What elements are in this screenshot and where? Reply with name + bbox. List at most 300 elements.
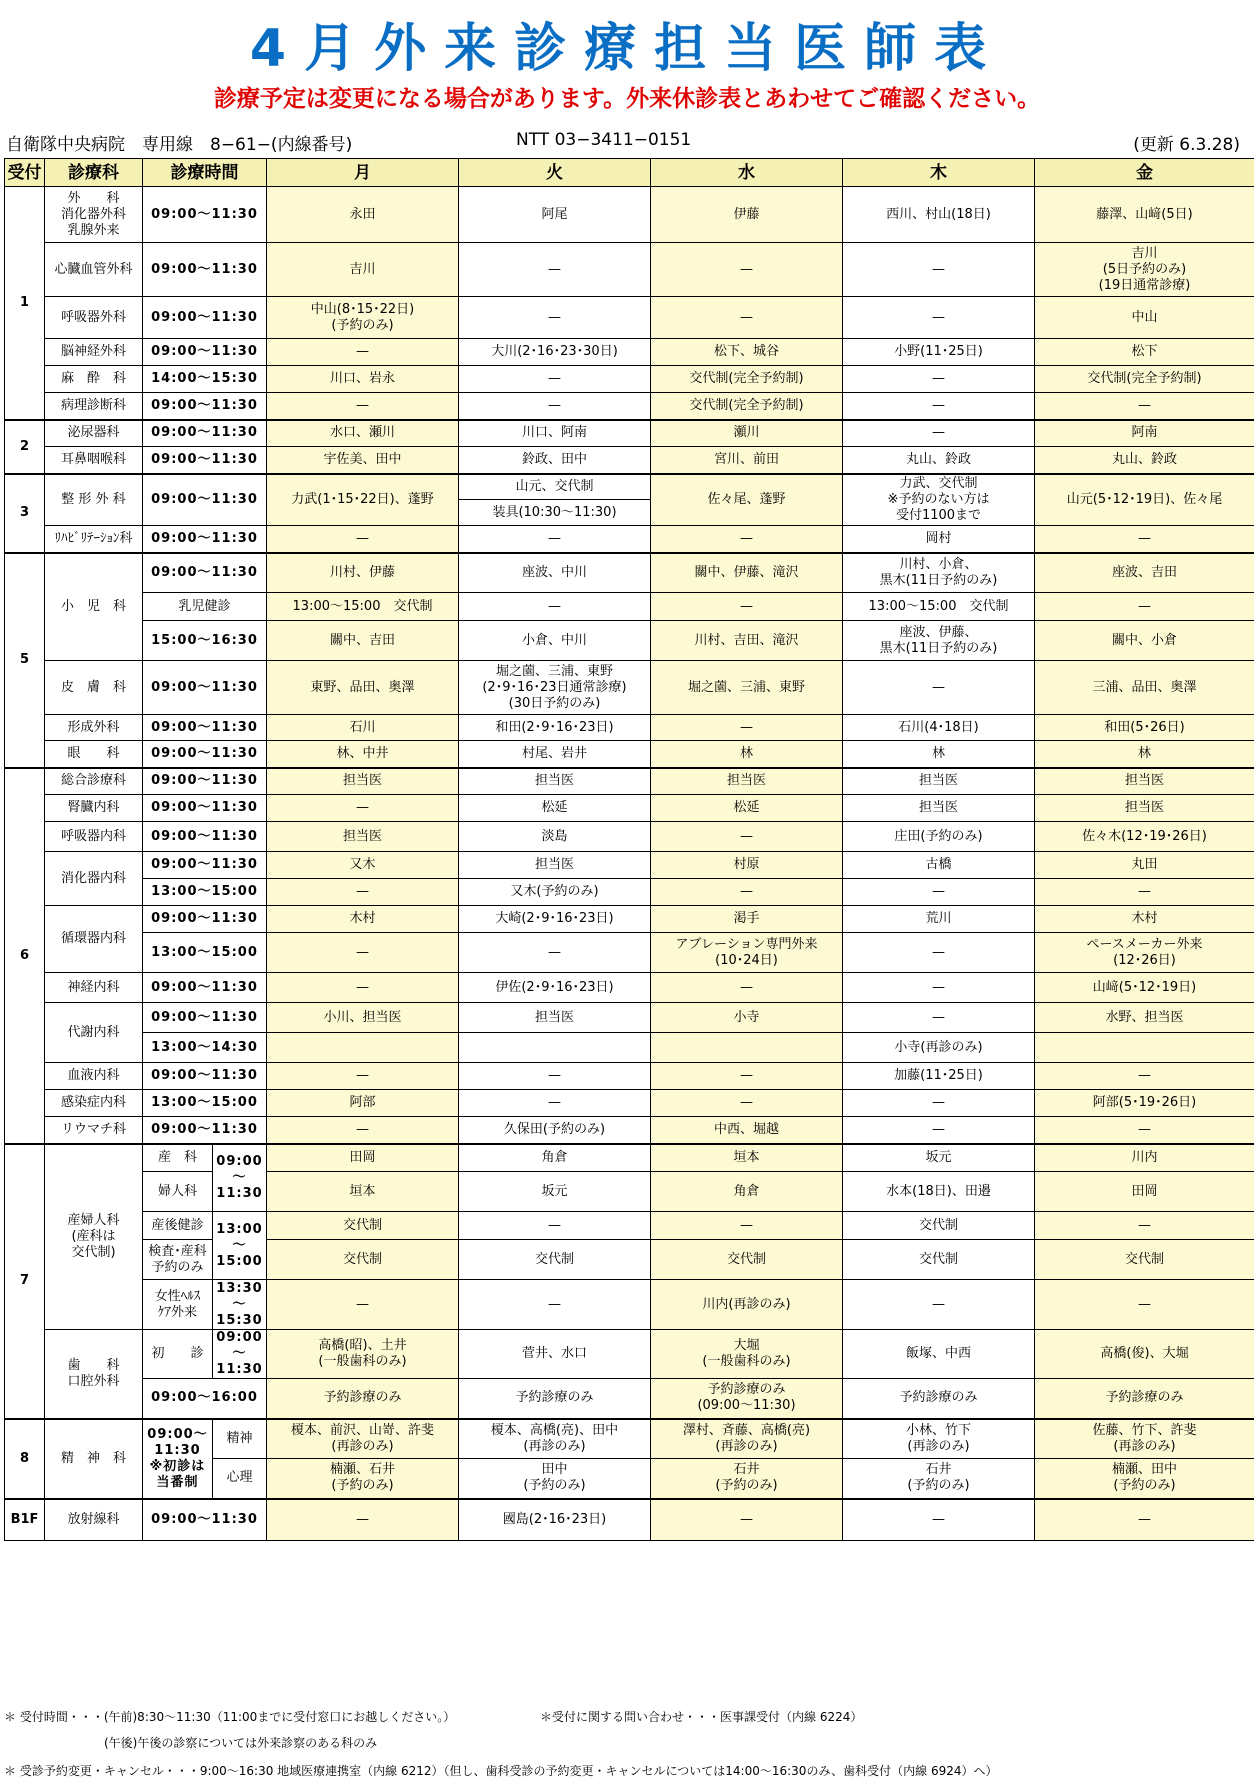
tue-cell: 大崎(2･9･16･23日): [459, 906, 651, 933]
thu-cell: —: [843, 420, 1035, 447]
thu-cell: 座波、伊藤、 黒木(11日予約のみ): [843, 621, 1035, 661]
mon-cell: —: [267, 1499, 459, 1541]
hours: 09:00〜16:00: [143, 1379, 267, 1419]
thu-cell: 小野(11･25日): [843, 339, 1035, 366]
thu-cell: 林: [843, 741, 1035, 768]
mon-cell: 阿部: [267, 1090, 459, 1117]
thu-cell: 石井 (予約のみ): [843, 1459, 1035, 1499]
mon-cell: —: [267, 1280, 459, 1330]
hours: 09:00 〜 11:30: [213, 1330, 267, 1379]
hours: 09:00〜11:30: [143, 715, 267, 741]
mon-cell: 担当医: [267, 768, 459, 795]
tue-cell: 松延: [459, 795, 651, 822]
department-name: 循環器内科: [45, 906, 143, 973]
wed-cell: アブレーション専門外来 (10･24日): [651, 933, 843, 973]
department-name: 腎臓内科: [45, 795, 143, 822]
table-row: [5, 339, 1254, 366]
hours: 09:00〜11:30: [143, 973, 267, 1003]
wed-cell: 交代制(完全予約制): [651, 393, 843, 420]
tue-cell: —: [459, 593, 651, 621]
wed-cell: —: [651, 715, 843, 741]
reception-number: 7: [5, 1144, 45, 1419]
department-name: ﾘﾊﾋﾞﾘﾃｰｼｮﾝ科: [45, 526, 143, 553]
fri-cell: —: [1035, 1063, 1254, 1090]
hours: 09:00〜11:30: [143, 1117, 267, 1144]
table-row: [5, 1240, 1254, 1280]
header-monday: 月: [267, 159, 459, 187]
tue-cell: 角倉: [459, 1144, 651, 1172]
hours: 13:00〜15:00: [143, 879, 267, 906]
tue-cell: —: [459, 243, 651, 297]
notice-subtitle: 診療予定は変更になる場合があります。外来休診表とあわせてご確認ください。: [213, 86, 1041, 112]
header-tuesday: 火: [459, 159, 651, 187]
wed-cell: 渇手: [651, 906, 843, 933]
wed-cell: 林: [651, 741, 843, 768]
sub-department: 婦人科: [143, 1172, 213, 1212]
tue-cell: [459, 1033, 651, 1063]
hours: 09:00〜11:30: [143, 474, 267, 526]
wed-cell: 交代制: [651, 1240, 843, 1280]
department-name: 呼吸器外科: [45, 297, 143, 339]
reception-number: 5: [5, 553, 45, 768]
department-name: 整 形 外 科: [45, 474, 143, 526]
thu-cell: —: [843, 661, 1035, 715]
wed-cell: —: [651, 973, 843, 1003]
sub-department: 産後健診: [143, 1212, 213, 1240]
footer-inquiry: ＊受付に関する問い合わせ・・・医事課受付（内線 6224）: [540, 1710, 863, 1724]
mon-cell: 林、中井: [267, 741, 459, 768]
department-name: 泌尿器科: [45, 420, 143, 447]
thu-cell: 丸山、鈴政: [843, 447, 1035, 474]
hours: 09:00 〜 11:30: [213, 1144, 267, 1212]
fri-cell: 阿部(5･19･26日): [1035, 1090, 1254, 1117]
tue-cell: —: [459, 393, 651, 420]
hours: 09:00〜11:30: [143, 852, 267, 879]
fri-cell: 座波、吉田: [1035, 553, 1254, 593]
thu-cell: 加藤(11･25日): [843, 1063, 1035, 1090]
wed-cell: —: [651, 1499, 843, 1541]
tue-cell: —: [459, 1280, 651, 1330]
wed-cell: —: [651, 593, 843, 621]
table-row: [5, 593, 1254, 621]
hospital-line: 自衛隊中央病院 専用線 8−61−(内線番号): [6, 135, 353, 155]
fri-cell: —: [1035, 1499, 1254, 1541]
table-row: [5, 661, 1254, 715]
table-row: [5, 187, 1254, 243]
mon-cell: —: [267, 933, 459, 973]
wed-cell: 松下、城谷: [651, 339, 843, 366]
wed-cell: —: [651, 1212, 843, 1240]
thu-cell: 石川(4･18日): [843, 715, 1035, 741]
table-row: [5, 553, 1254, 593]
thu-cell: 飯塚、中西: [843, 1330, 1035, 1379]
department-name: 呼吸器内科: [45, 822, 143, 852]
hours: 13:00〜14:30: [143, 1033, 267, 1063]
department-name: 感染症内科: [45, 1090, 143, 1117]
fri-cell: 川内: [1035, 1144, 1254, 1172]
mon-cell: [267, 1033, 459, 1063]
table-row: [5, 1003, 1254, 1033]
mon-cell: 力武(1･15･22日)、蓬野: [267, 474, 459, 526]
department-name: 外 科 消化器外科 乳腺外来: [45, 187, 143, 243]
tue-cell-orthotics: 装具(10:30〜11:30): [459, 500, 651, 526]
wed-cell: 垣本: [651, 1144, 843, 1172]
table-row: [5, 973, 1254, 1003]
department-name: 消化器内科: [45, 852, 143, 906]
mon-cell: —: [267, 339, 459, 366]
tue-cell: 阿尾: [459, 187, 651, 243]
hours: 乳児健診: [143, 593, 267, 621]
hours: 09:00〜11:30: [143, 187, 267, 243]
fri-cell: 丸田: [1035, 852, 1254, 879]
table-row: [5, 852, 1254, 879]
table-row: [5, 1033, 1254, 1063]
fri-cell: 丸山、鈴政: [1035, 447, 1254, 474]
footer-afternoon: (午後)午後の診察については外来診察のある科のみ: [104, 1736, 378, 1750]
table-row: [5, 795, 1254, 822]
tue-cell: 担当医: [459, 852, 651, 879]
mon-cell: 關中、吉田: [267, 621, 459, 661]
fri-cell: 關中、小倉: [1035, 621, 1254, 661]
footer-cancellation: ＊ 受診予約変更・キャンセル・・・9:00〜16:30 地域医療連携室（内線 6212）（但し、歯科受診の予約変更・キャンセルについては14:00〜16:30のみ、歯科受付（内線 6924）へ）: [4, 1764, 998, 1778]
mon-cell: 水口、瀬川: [267, 420, 459, 447]
tue-cell: 交代制: [459, 1240, 651, 1280]
hours: 09:00〜11:30: [143, 393, 267, 420]
thu-cell: 荒川: [843, 906, 1035, 933]
department-name: 脳神経外科: [45, 339, 143, 366]
mon-cell: 交代制: [267, 1212, 459, 1240]
wed-cell: 予約診療のみ (09:00〜11:30): [651, 1379, 843, 1419]
hours: 13:00 〜 15:00: [213, 1212, 267, 1280]
hours: 09:00〜11:30: [143, 795, 267, 822]
fri-cell: 阿南: [1035, 420, 1254, 447]
fri-cell: ペースメーカー外来 (12･26日): [1035, 933, 1254, 973]
fri-cell: [1035, 1033, 1254, 1063]
hours: 09:00〜11:30: [143, 906, 267, 933]
sub-department: 心理: [213, 1459, 267, 1499]
fri-cell: 高橋(俊)、大堀: [1035, 1330, 1254, 1379]
mon-cell: 石川: [267, 715, 459, 741]
mon-cell: 中山(8･15･22日) (予約のみ): [267, 297, 459, 339]
thu-cell: —: [843, 933, 1035, 973]
mon-cell: 宇佐美、田中: [267, 447, 459, 474]
tue-cell: —: [459, 1212, 651, 1240]
wed-cell: 堀之薗、三浦、東野: [651, 661, 843, 715]
fri-cell: 藤澤、山﨑(5日): [1035, 187, 1254, 243]
update-date: (更新 6.3.28): [1133, 135, 1240, 155]
hours: 09:00〜11:30: [143, 1003, 267, 1033]
thu-cell: 古橋: [843, 852, 1035, 879]
schedule-table: [4, 158, 1254, 1541]
hours: 14:00〜15:30: [143, 366, 267, 393]
tue-cell: 淡島: [459, 822, 651, 852]
hours: 09:00〜11:30: [143, 661, 267, 715]
fri-cell: 山元(5･12･19日)、佐々尾: [1035, 474, 1254, 526]
hours: 09:00〜11:30: [143, 243, 267, 297]
thu-cell: 交代制: [843, 1240, 1035, 1280]
department-name: 小 児 科: [45, 553, 143, 661]
department-name: 病理診断科: [45, 393, 143, 420]
department-name: 歯 科 口腔外科: [45, 1330, 143, 1419]
fri-cell: 中山: [1035, 297, 1254, 339]
wed-cell: 担当医: [651, 768, 843, 795]
fri-cell: 和田(5･26日): [1035, 715, 1254, 741]
mon-cell: 吉川: [267, 243, 459, 297]
mon-cell: 永田: [267, 187, 459, 243]
wed-cell: 瀬川: [651, 420, 843, 447]
table-row: [5, 1330, 1254, 1379]
tue-cell: —: [459, 297, 651, 339]
table-row: [5, 393, 1254, 420]
info-bar: [6, 130, 1246, 156]
thu-cell: 担当医: [843, 795, 1035, 822]
mon-cell: 木村: [267, 906, 459, 933]
mon-cell: 楠瀬、石井 (予約のみ): [267, 1459, 459, 1499]
mon-cell: —: [267, 1063, 459, 1090]
department-name: 心臓血管外科: [45, 243, 143, 297]
wed-cell: 宮川、前田: [651, 447, 843, 474]
table-row: [5, 474, 1254, 500]
tue-cell: 坂元: [459, 1172, 651, 1212]
wed-cell: 村原: [651, 852, 843, 879]
wed-cell: 伊藤: [651, 187, 843, 243]
fri-cell: —: [1035, 1280, 1254, 1330]
hours: 09:00〜11:30: [143, 447, 267, 474]
mon-cell: —: [267, 526, 459, 553]
department-name: 麻 酔 科: [45, 366, 143, 393]
mon-cell: 13:00〜15:00 交代制: [267, 593, 459, 621]
tue-cell: 久保田(予約のみ): [459, 1117, 651, 1144]
hours: 09:00〜11:30: [143, 526, 267, 553]
fri-cell: 佐藤、竹下、許斐 (再診のみ): [1035, 1419, 1254, 1459]
wed-cell: 澤村、斉藤、高橋(亮) (再診のみ): [651, 1419, 843, 1459]
fri-cell: 担当医: [1035, 795, 1254, 822]
hours: 09:00〜11:30: [143, 553, 267, 593]
table-row: [5, 1212, 1254, 1240]
thu-cell: 13:00〜15:00 交代制: [843, 593, 1035, 621]
page-title: 4月外来診療担当医師表: [249, 19, 1005, 79]
mon-cell: 又木: [267, 852, 459, 879]
tue-cell: 國島(2･16･23日): [459, 1499, 651, 1541]
header-friday: 金: [1035, 159, 1254, 187]
hours: 09:00〜11:30: [143, 768, 267, 795]
table-row: [5, 1117, 1254, 1144]
table-row: [5, 1379, 1254, 1419]
thu-cell: 小寺(再診のみ): [843, 1033, 1035, 1063]
mon-cell: —: [267, 393, 459, 420]
mon-cell: 田岡: [267, 1144, 459, 1172]
wed-cell: 松延: [651, 795, 843, 822]
wed-cell: 關中、伊藤、滝沢: [651, 553, 843, 593]
thu-cell: —: [843, 393, 1035, 420]
department-name: 耳鼻咽喉科: [45, 447, 143, 474]
thu-cell: 庄田(予約のみ): [843, 822, 1035, 852]
fri-cell: 担当医: [1035, 768, 1254, 795]
thu-cell: —: [843, 1499, 1035, 1541]
department-name: 精 神 科: [45, 1419, 143, 1499]
department-name: 産婦人科 (産科は 交代制): [45, 1144, 143, 1330]
department-name: リウマチ科: [45, 1117, 143, 1144]
fri-cell: 林: [1035, 741, 1254, 768]
thu-cell: 坂元: [843, 1144, 1035, 1172]
tue-cell: 担当医: [459, 1003, 651, 1033]
table-row: [5, 420, 1254, 447]
thu-cell: 西川、村山(18日): [843, 187, 1035, 243]
fri-cell: 水野、担当医: [1035, 1003, 1254, 1033]
wed-cell: —: [651, 297, 843, 339]
fri-cell: —: [1035, 393, 1254, 420]
tue-cell: 大川(2･16･23･30日): [459, 339, 651, 366]
reception-number: 2: [5, 420, 45, 474]
mon-cell: 東野、品田、奥澤: [267, 661, 459, 715]
wed-cell: 中西、堀越: [651, 1117, 843, 1144]
mon-cell: 榎本、前沢、山嵜、許斐 (再診のみ): [267, 1419, 459, 1459]
fri-cell: 吉川 (5日予約のみ) (19日通常診療): [1035, 243, 1254, 297]
thu-cell: 予約診療のみ: [843, 1379, 1035, 1419]
mon-cell: 予約診療のみ: [267, 1379, 459, 1419]
fri-cell: 山﨑(5･12･19日): [1035, 973, 1254, 1003]
wed-cell: [651, 1033, 843, 1063]
wed-cell: —: [651, 526, 843, 553]
fri-cell: 予約診療のみ: [1035, 1379, 1254, 1419]
fri-cell: 交代制: [1035, 1240, 1254, 1280]
fri-cell: 松下: [1035, 339, 1254, 366]
tue-cell: 村尾、岩井: [459, 741, 651, 768]
tue-cell: —: [459, 933, 651, 973]
thu-cell: —: [843, 366, 1035, 393]
reception-number: 6: [5, 768, 45, 1144]
department-name: 神経内科: [45, 973, 143, 1003]
hours: 09:00〜11:30: [143, 1063, 267, 1090]
wed-cell: —: [651, 1090, 843, 1117]
thu-cell: 担当医: [843, 768, 1035, 795]
hours: 09:00〜11:30: [143, 420, 267, 447]
hours: 15:00〜16:30: [143, 621, 267, 661]
mon-cell: 小川、担当医: [267, 1003, 459, 1033]
mon-cell: 担当医: [267, 822, 459, 852]
mon-cell: —: [267, 973, 459, 1003]
table-row: [5, 768, 1254, 795]
wed-cell: —: [651, 243, 843, 297]
hours: 13:30 〜 15:30: [213, 1280, 267, 1330]
table-row: [5, 1280, 1254, 1330]
wed-cell: —: [651, 879, 843, 906]
ntt-number: NTT 03−3411−0151: [516, 130, 692, 150]
department-name: 総合診療科: [45, 768, 143, 795]
mon-cell: 交代制: [267, 1240, 459, 1280]
wed-cell: 川村、吉田、滝沢: [651, 621, 843, 661]
department-name: 血液内科: [45, 1063, 143, 1090]
thu-cell: —: [843, 1280, 1035, 1330]
fri-cell: —: [1035, 1117, 1254, 1144]
mon-cell: 川村、伊藤: [267, 553, 459, 593]
tue-cell: 小倉、中川: [459, 621, 651, 661]
sub-department: 産 科: [143, 1144, 213, 1172]
header-reception: 受付: [5, 159, 45, 187]
table-row: [5, 822, 1254, 852]
fri-cell: —: [1035, 879, 1254, 906]
wed-cell: —: [651, 1063, 843, 1090]
tue-cell: 鈴政、田中: [459, 447, 651, 474]
table-row: [5, 243, 1254, 297]
tue-cell: 又木(予約のみ): [459, 879, 651, 906]
thu-cell: 力武、交代制 ※予約のない方は 受付1100まで: [843, 474, 1035, 526]
fri-cell: 楠瀬、田中 (予約のみ): [1035, 1459, 1254, 1499]
thu-cell: 交代制: [843, 1212, 1035, 1240]
thu-cell: —: [843, 1003, 1035, 1033]
tue-cell: —: [459, 366, 651, 393]
mon-cell: 垣本: [267, 1172, 459, 1212]
table-row: [5, 526, 1254, 553]
table-row: [5, 1063, 1254, 1090]
fri-cell: —: [1035, 593, 1254, 621]
hours: 09:00〜11:30: [143, 822, 267, 852]
thu-cell: 水本(18日)、田邉: [843, 1172, 1035, 1212]
footer-reception-hours: ＊ 受付時間・・・(午前)8:30〜11:30（11:00までに受付窓口にお越しください。）: [4, 1710, 456, 1724]
tue-cell: 山元、交代制: [459, 474, 651, 500]
thu-cell: —: [843, 1117, 1035, 1144]
mon-cell: 川口、岩永: [267, 366, 459, 393]
reception-number: 8: [5, 1419, 45, 1499]
sub-department: 女性ﾍﾙｽ ｹｱ外来: [143, 1280, 213, 1330]
table-row: [5, 879, 1254, 906]
thu-cell: —: [843, 879, 1035, 906]
reception-number: 1: [5, 187, 45, 420]
table-row: [5, 621, 1254, 661]
header-wednesday: 水: [651, 159, 843, 187]
reception-number: B1F: [5, 1499, 45, 1541]
mon-cell: —: [267, 795, 459, 822]
table-row: [5, 1090, 1254, 1117]
fri-cell: —: [1035, 526, 1254, 553]
hours: 09:00〜11:30: [143, 741, 267, 768]
tue-cell: 担当医: [459, 768, 651, 795]
sub-department: 検査･産科 予約のみ: [143, 1240, 213, 1280]
department-name: 放射線科: [45, 1499, 143, 1541]
tue-cell: 伊佐(2･9･16･23日): [459, 973, 651, 1003]
mon-cell: —: [267, 1117, 459, 1144]
tue-cell: —: [459, 526, 651, 553]
table-row: [5, 715, 1254, 741]
table-row: [5, 741, 1254, 768]
table-row: [5, 447, 1254, 474]
fri-cell: —: [1035, 1212, 1254, 1240]
fri-cell: 交代制(完全予約制): [1035, 366, 1254, 393]
mon-cell: 高橋(昭)、土井 (一般歯科のみ): [267, 1330, 459, 1379]
department-name: 皮 膚 科: [45, 661, 143, 715]
header-thursday: 木: [843, 159, 1035, 187]
tue-cell: 田中 (予約のみ): [459, 1459, 651, 1499]
reception-number: 3: [5, 474, 45, 553]
table-row: [5, 1499, 1254, 1541]
header-department: 診療科: [45, 159, 143, 187]
table-row: [5, 366, 1254, 393]
tue-cell: —: [459, 1090, 651, 1117]
thu-cell: 小林、竹下 (再診のみ): [843, 1419, 1035, 1459]
tue-cell: 川口、阿南: [459, 420, 651, 447]
fri-cell: 田岡: [1035, 1172, 1254, 1212]
header-row: [5, 159, 1254, 187]
thu-cell: —: [843, 243, 1035, 297]
wed-cell: 角倉: [651, 1172, 843, 1212]
hours: 09:00〜11:30: [143, 339, 267, 366]
wed-cell: 小寺: [651, 1003, 843, 1033]
wed-cell: 交代制(完全予約制): [651, 366, 843, 393]
tue-cell: 座波、中川: [459, 553, 651, 593]
tue-cell: —: [459, 1063, 651, 1090]
department-name: 眼 科: [45, 741, 143, 768]
thu-cell: —: [843, 973, 1035, 1003]
